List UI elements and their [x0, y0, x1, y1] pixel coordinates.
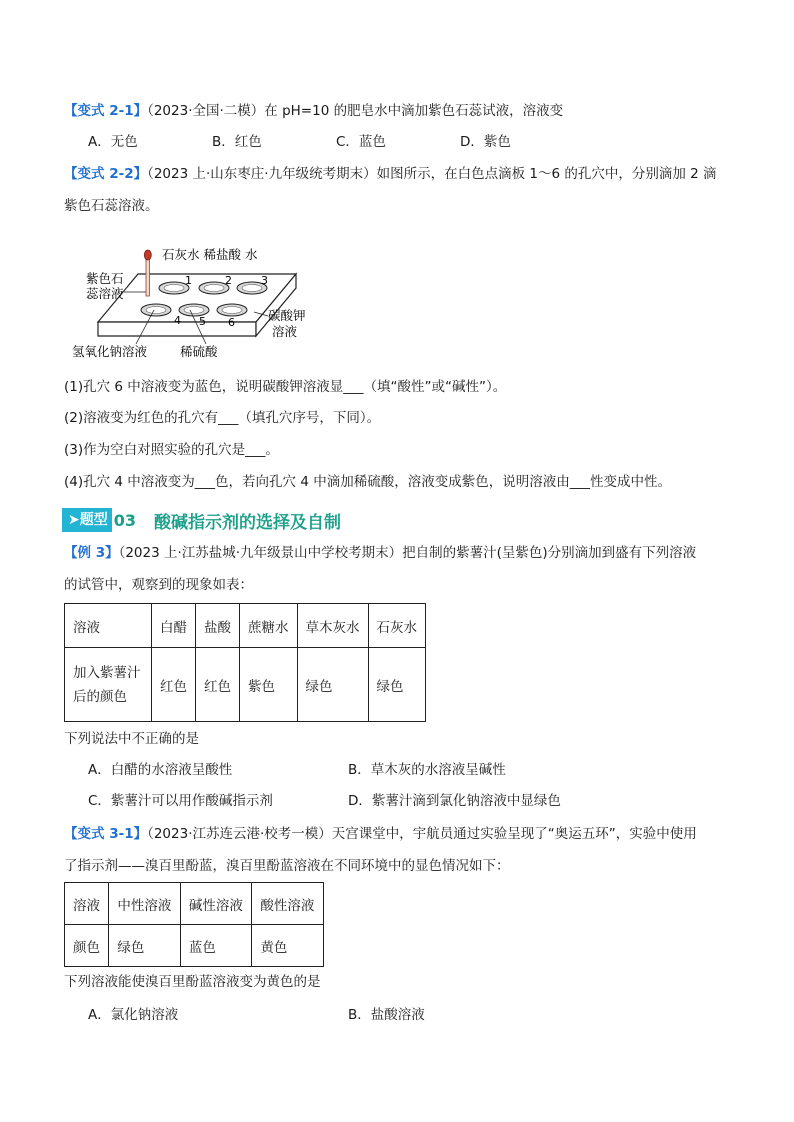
- row-label-1: 加入紫薯汁: [73, 664, 141, 681]
- q21-tag: 【变式 2-1】: [64, 103, 148, 119]
- table-cell: 蓝色: [180, 925, 252, 967]
- table-cell: 溶液: [65, 604, 152, 648]
- ex3-stem-line2: 的试管中，观察到的现象如表：: [64, 577, 253, 593]
- q21-option-c: C．蓝色: [336, 134, 386, 150]
- q21-option-b: B．红色: [212, 134, 262, 150]
- fig-bottom-mid-label: 稀硫酸: [180, 344, 218, 359]
- ex3-text-1: （2023 上·江苏盐城·九年级景山中学校考期末）把自制的紫薯汁(呈紫色)分别滴加到盛有下列溶液: [118, 545, 697, 561]
- section-number: 03: [113, 510, 136, 530]
- well-num-3: 3: [261, 274, 268, 287]
- well-num-2: 2: [225, 274, 232, 287]
- table-cell: 碱性溶液: [180, 883, 252, 925]
- q31-option-a: A．氯化钠溶液: [88, 1007, 179, 1023]
- q31-stem-line2: 了指示剂——溴百里酚蓝，溴百里酚蓝溶液在不同环境中的显色情况如下：: [64, 858, 510, 874]
- table-row: [65, 925, 324, 967]
- table-cell: 红色: [196, 648, 240, 722]
- well-num-1: 1: [185, 274, 192, 287]
- table-cell: 白醋: [152, 604, 196, 648]
- fig-left-label-1: 紫色石: [86, 271, 124, 286]
- table-cell: 红色: [152, 648, 196, 722]
- well-num-5: 5: [199, 315, 206, 328]
- ex3-tag: 【例 3】: [64, 545, 119, 561]
- table-cell: 盐酸: [196, 604, 240, 648]
- ex3-option-a: A．白醋的水溶液呈酸性: [88, 762, 233, 778]
- table-row: [65, 604, 426, 648]
- table-cell: [65, 648, 152, 722]
- q21-option-d: D．紫色: [460, 134, 511, 150]
- ex3-option-d: D．紫薯汁滴到氯化钠溶液中显绿色: [348, 793, 561, 809]
- section-chip: ➤题型: [62, 508, 112, 532]
- dropper-icon: [146, 256, 150, 296]
- table-cell: 草木灰水: [297, 604, 368, 648]
- well-num-6: 6: [228, 316, 235, 329]
- q22-text-1: （2023 上·山东枣庄·九年级统考期末）如图所示，在白色点滴板 1～6 的孔穴中，分别滴加 2 滴: [147, 166, 717, 182]
- section-title: 酸碱指示剂的选择及自制: [154, 512, 341, 533]
- q21-option-a: A．无色: [88, 134, 138, 150]
- q31-stem-line1: [64, 824, 697, 844]
- table-row: [65, 883, 324, 925]
- ex3-option-b: B．草木灰的水溶液呈碱性: [348, 762, 506, 778]
- fig-right-label-2: 溶液: [272, 324, 298, 339]
- table-cell: 酸性溶液: [252, 883, 324, 925]
- table-cell: 黄色: [252, 925, 324, 967]
- q22-tag: 【变式 2-2】: [64, 166, 148, 182]
- q31-tag: 【变式 3-1】: [64, 826, 148, 842]
- fig-bottom-left-label: 氢氧化钠溶液: [72, 344, 148, 359]
- table-cell: 蔗糖水: [240, 604, 298, 648]
- ex3-question: 下列说法中不正确的是: [64, 731, 199, 747]
- table-cell: 紫色: [240, 648, 298, 722]
- well-num-4: 4: [174, 314, 181, 327]
- row-label-2: 后的颜色: [73, 688, 127, 705]
- fig-top-labels: 石灰水 稀盐酸 水: [162, 247, 258, 262]
- table-row: [65, 648, 426, 722]
- table-cell: 中性溶液: [109, 883, 181, 925]
- section-banner: [62, 508, 341, 532]
- q22-sub-4: (4)孔穴 4 中溶液变为___色，若向孔穴 4 中滴加稀硫酸，溶液变成紫色，说明溶液由___性变成中性。: [64, 474, 671, 490]
- table-cell: 绿色: [109, 925, 181, 967]
- ex3-stem-line1: [64, 543, 696, 563]
- table-cell: 绿色: [368, 648, 426, 722]
- table-cell: 石灰水: [368, 604, 426, 648]
- fig-right-label-1: 碳酸钾: [268, 308, 306, 323]
- ex3-table: [64, 603, 426, 722]
- fig-left-label-2: 蕊溶液: [86, 286, 124, 301]
- q21-text: （2023·全国·二模）在 pH=10 的肥皂水中滴加紫色石蕊试液，溶液变: [147, 103, 564, 119]
- table-cell: 颜色: [65, 925, 109, 967]
- q22-sub-2: (2)溶液变为红色的孔穴有___（填孔穴序号，下同）。: [64, 410, 381, 426]
- q31-text-1: （2023·江苏连云港·校考一模）天宫课堂中，宇航员通过实验呈现了“奥运五环”，实验中使用: [147, 826, 697, 842]
- q21-stem: [64, 101, 563, 121]
- q22-stem-line1: [64, 164, 717, 184]
- q31-table: [64, 882, 324, 967]
- table-cell: 绿色: [297, 648, 368, 722]
- table-cell: 溶液: [65, 883, 109, 925]
- q31-question: 下列溶液能使溴百里酚蓝溶液变为黄色的是: [64, 974, 321, 990]
- ex3-option-c: C．紫薯汁可以用作酸碱指示剂: [88, 793, 273, 809]
- spot-plate-figure: [66, 244, 326, 362]
- q22-stem-line2: 紫色石蕊溶液。: [64, 198, 159, 214]
- q31-option-b: B．盐酸溶液: [348, 1007, 425, 1023]
- q22-sub-1: (1)孔穴 6 中溶液变为蓝色，说明碳酸钾溶液显___（填“酸性”或“碱性”）。: [64, 379, 507, 395]
- q22-sub-3: (3)作为空白对照实验的孔穴是___。: [64, 442, 279, 458]
